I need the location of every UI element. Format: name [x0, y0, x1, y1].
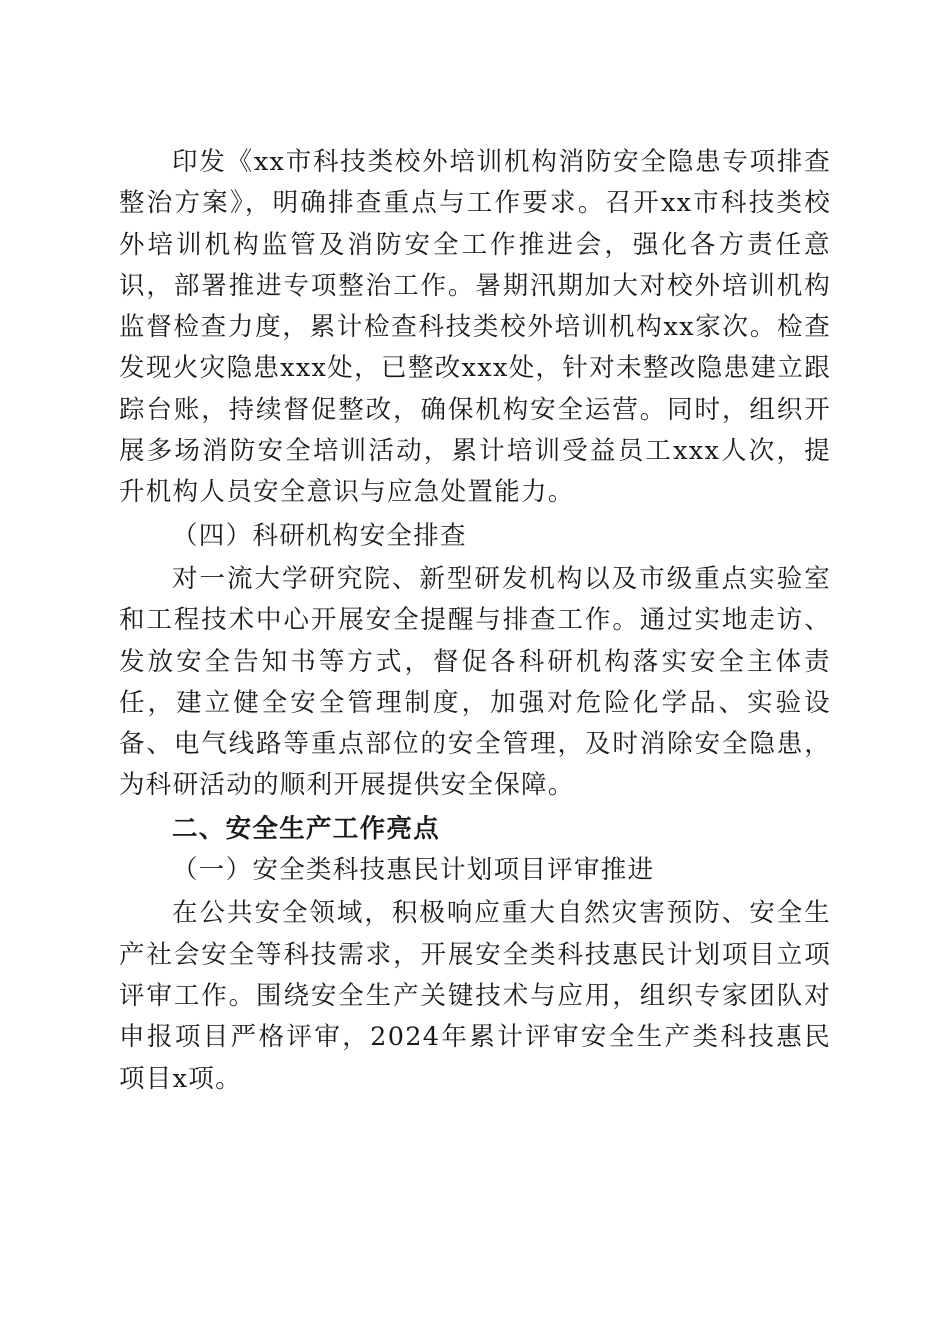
document-body: [119, 142, 831, 1100]
subheading-project-review: （一）安全类科技惠民计划项目评审推进: [172, 855, 655, 886]
section-heading-safety-highlights: 二、安全生产工作亮点: [172, 813, 441, 844]
paragraph-fire-safety-inspection: 印发《xx市科技类校外培训机构消防安全隐患专项排查整治方案》，明确排查重点与工作要求。召开xx市科技类校外培训机构监管及消防安全工作推进会，强化各方责任意识，部署推进专项整治工作。暑期汛期加大对校外培训机构监督检查力度，累计检查科技类校外培训机构xx家次。检查发现火灾隐患xxx处，已整改xxx处，针对未整改隐患建立跟踪台账，持续督促整改，确保机构安全运营。同时，组织开展多场消防安全培训活动，累计培训受益员工xxx人次，提升机构人员安全意识与应急处置能力。: [119, 147, 831, 508]
paragraph-project-review: 在公共安全领域，积极响应重大自然灾害预防、安全生产社会安全等科技需求，开展安全类科技惠民计划项目立项评审工作。围绕安全生产关键技术与应用，组织专家团队对申报项目严格评审，2024年累计评审安全生产类科技惠民项目x项。: [119, 898, 831, 1094]
subheading-research-institution-inspection: （四）科研机构安全排查: [172, 520, 467, 551]
paragraph-research-institution-inspection: 对一流大学研究院、新型研发机构以及市级重点实验室和工程技术中心开展安全提醒与排查工作。通过实地走访、发放安全告知书等方式，督促各科研机构落实安全主体责任，建立健全安全管理制度，加强对危险化学品、实验设备、电气线路等重点部位的安全管理，及时消除安全隐患，为科研活动的顺利开展提供安全保障。: [119, 563, 831, 801]
